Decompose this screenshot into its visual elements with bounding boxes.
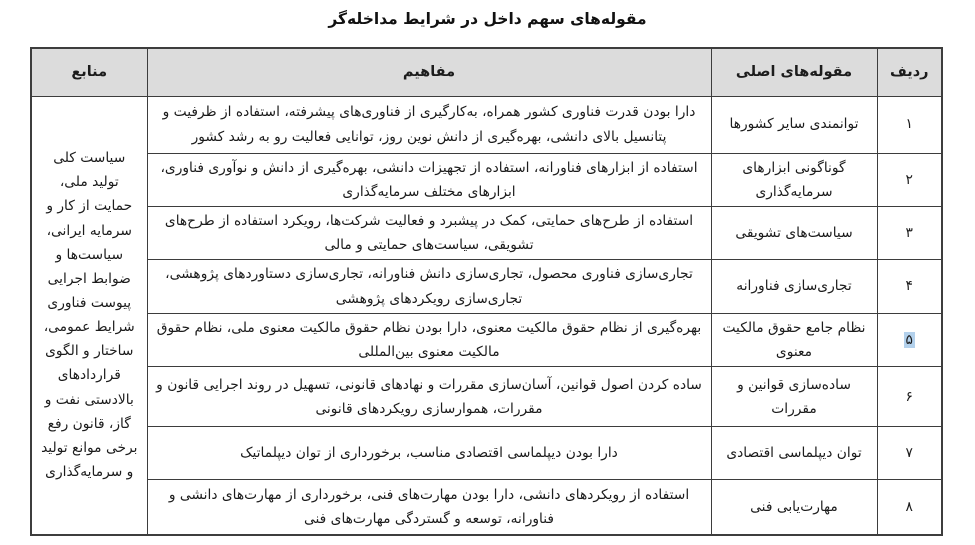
table-row	[31, 153, 942, 206]
main-category: ساده‌سازی قوانین و مقررات	[711, 367, 877, 427]
concepts-table	[30, 47, 943, 536]
concepts-cell: بهره‌گیری از نظام حقوق مالکیت معنوی، دارا بودن نظام حقوق مالکیت معنوی ملی، نظام حقوق مالکیت معنوی بین‌المللی	[147, 314, 711, 367]
table-row	[31, 96, 942, 153]
main-category: مهارت‌یابی فنی	[711, 480, 877, 535]
table-header-row	[31, 48, 942, 96]
main-category: گوناگونی ابزارهای سرمایه‌گذاری	[711, 153, 877, 206]
sources-cell: سیاست کلی تولید ملی، حمایت از کار و سرمایه ایرانی، سیاست‌ها و ضوابط اجرایی پیوست فناوری شرایط عمومی، ساختار و الگوی قراردادهای بالادستی نفت و گاز، قانون رفع برخی موانع تولید و سرمایه‌گذاری	[31, 96, 147, 535]
main-category: نظام جامع حقوق مالکیت معنوی	[711, 314, 877, 367]
concepts-cell: استفاده از طرح‌های حمایتی، کمک در پیشبرد و فعالیت شرکت‌ها، رویکرد استفاده از طرح‌های تشویقی، سیاست‌های حمایتی و مالی	[147, 206, 711, 259]
concepts-cell: استفاده از رویکردهای دانشی، دارا بودن مهارت‌های فنی، برخورداری از مهارت‌های دانشی و فناورانه، توسعه و گستردگی مهارت‌های فنی	[147, 480, 711, 535]
concepts-cell: دارا بودن دیپلماسی اقتصادی مناسب، برخورداری از توان دیپلماتیک	[147, 427, 711, 480]
concepts-cell: استفاده از ابزارهای فناورانه، استفاده از تجهیزات دانشی، بهره‌گیری از دانش و نوآوری فناوری، ابزارهای مختلف سرمایه‌گذاری	[147, 153, 711, 206]
header-row-number: ردیف	[877, 48, 942, 96]
table-row	[31, 367, 942, 427]
row-number: ۴	[877, 260, 942, 314]
page-title: مقوله‌های سهم داخل در شرایط مداخله‌گر	[328, 10, 647, 28]
concepts-cell: دارا بودن قدرت فناوری کشور همراه، به‌کارگیری از فناوری‌های پیشرفته، استفاده از ظرفیت و پتانسیل بالای دانشی، بهره‌گیری از دانش نوین روز، توانایی فعالیت رو به رشد کشور	[147, 96, 711, 153]
main-category: توانمندی سایر کشورها	[711, 96, 877, 153]
header-main-categories: مقوله‌های اصلی	[711, 48, 877, 96]
table-row	[31, 260, 942, 314]
row-number: ۶	[877, 367, 942, 427]
header-sources: منابع	[31, 48, 147, 96]
concepts-cell: ساده کردن اصول قوانین، آسان‌سازی مقررات و نهادهای قانونی، تسهیل در روند اجرایی قانون و مقررات، هموارسازی رویکردهای قانونی	[147, 367, 711, 427]
main-category: تجاری‌سازی فناورانه	[711, 260, 877, 314]
table-row	[31, 427, 942, 480]
row-number: ۲	[877, 153, 942, 206]
table-row	[31, 206, 942, 259]
main-category: سیاست‌های تشویقی	[711, 206, 877, 259]
row-number: ۱	[877, 96, 942, 153]
concepts-cell: تجاری‌سازی فناوری محصول، تجاری‌سازی دانش فناورانه، تجاری‌سازی دستاوردهای پژوهشی، تجاری‌سازی رویکردهای پژوهشی	[147, 260, 711, 314]
header-concepts: مفاهیم	[147, 48, 711, 96]
highlighted-row-number: ۵	[905, 332, 913, 349]
table-row	[31, 314, 942, 367]
row-number: ۷	[877, 427, 942, 480]
row-number: ۳	[877, 206, 942, 259]
row-number	[877, 314, 942, 367]
row-number: ۸	[877, 480, 942, 535]
main-category: توان دیپلماسی اقتصادی	[711, 427, 877, 480]
table-row	[31, 480, 942, 535]
